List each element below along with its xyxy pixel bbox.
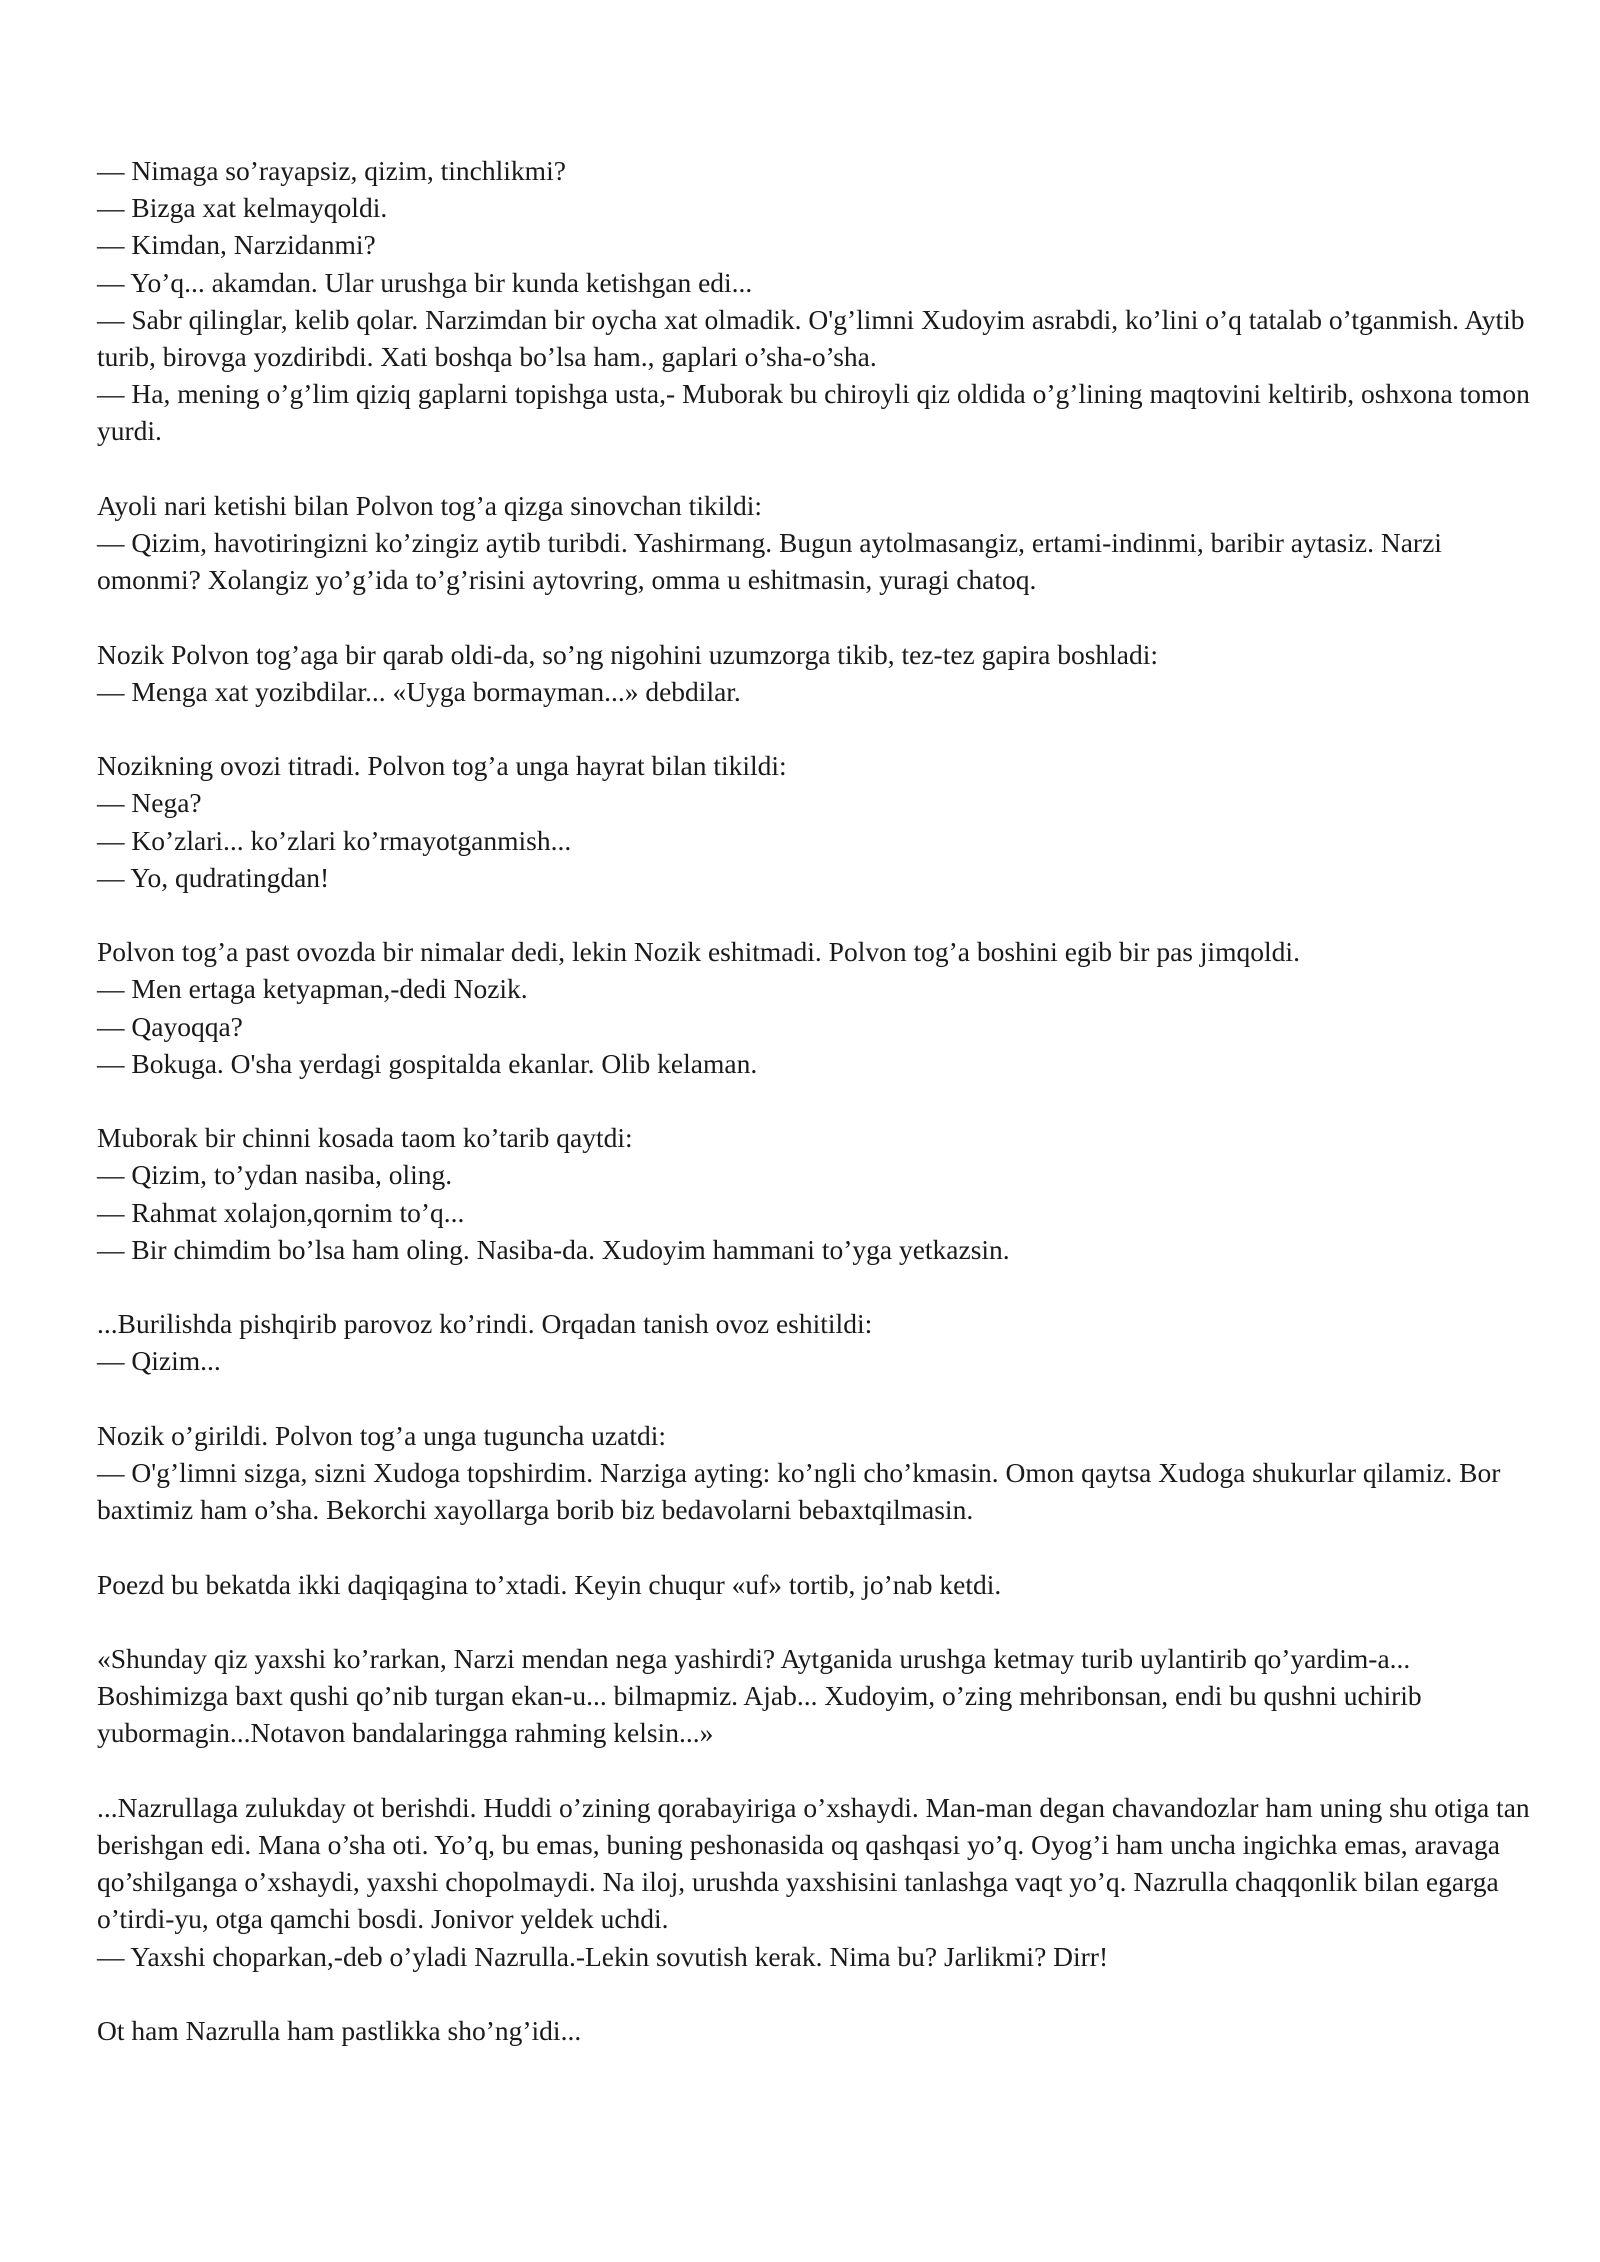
inner-monologue: «Shunday qiz yaxshi ko’rarkan, Narzi mendan nega yashirdi? Aytganida urushga ketmay turib uylantirib qo’yardim-a... Boshimizga baxt qushi qo’nib turgan ekan-u... bilmapmiz. Ajab... Xudoyim, o’zing mehribonsan, endi bu qushni uchirib yubormagin...Notavon bandalaringga rahming kelsin...»	[97, 1642, 1422, 1749]
dialogue-line: — Yaxshi choparkan,-deb o’yladi Nazrulla.-Lekin sovutish kerak. Nima bu? Jarlikmi? Dirr!	[97, 1940, 1109, 1972]
narration-line: Nozikning ovozi titradi. Polvon tog’a unga hayrat bilan tikildi:	[97, 750, 787, 782]
dialogue-line: — Yo’q... akamdan. Ular urushga bir kunda ketishgan edi...	[97, 266, 753, 298]
dialogue-line: — Qizim...	[97, 1345, 221, 1377]
paragraph-block	[97, 1417, 1537, 1529]
narration-line: Polvon tog’a past ovozda bir nimalar dedi, lekin Nozik eshitmadi. Polvon tog’a boshini egib bir pas jimqoldi.	[97, 936, 1300, 968]
dialogue-line: — Sabr qilinglar, kelib qolar. Narzimdan bir oycha xat olmadik. O'g’limni Xudoyim asrabdi, ko’lini o’q tatalab o’tganmish. Aytib turib, birovga yozdiribdi. Xati boshqa bo’lsa ham., gaplari o’sha-o’sha.	[97, 303, 1525, 373]
paragraph-block	[97, 1789, 1537, 1975]
dialogue-line: — Bir chimdim bo’lsa ham oling. Nasiba-da. Xudoyim hammani to’yga yetkazsin.	[97, 1233, 1010, 1265]
dialogue-line: — Ko’zlari... ko’zlari ko’rmayotganmish...	[97, 824, 572, 856]
dialogue-line: — Bizga xat kelmayqoldi.	[97, 192, 388, 224]
paragraph-block	[97, 152, 1537, 450]
dialogue-line: — Yo, qudratingdan!	[97, 861, 330, 893]
paragraph-block	[97, 1305, 1537, 1379]
dialogue-line: — Men ertaga ketyapman,-dedi Nozik.	[97, 973, 528, 1005]
dialogue-line: — O'g’limni sizga, sizni Xudoga topshirdim. Narziga ayting: ko’ngli cho’kmasin. Omon qaytsa Xudoga shukurlar qilamiz. Bor baxtimiz ham o’sha. Bekorchi xayollarga borib biz bedavolarni bebaxtqilmasin.	[97, 1457, 1501, 1526]
narration-line: ...Nazrullaga zulukday ot berishdi. Huddi o’zining qorabayiriga o’xshaydi. Man-man degan chavandozlar ham uning shu otiga tan berishgan edi. Mana o’sha oti. Yo’q, bu emas, buning peshonasida oq qashqasi yo’q. Oyog’i ham uncha ingichka emas, aravaga qo’shilganga o’xshaydi, yaxshi chopolmaydi. Na iloj, urushda yaxshisini tanlashga vaqt yo’q. Nazrulla chaqqonlik bilan egarga o’tirdi-yu, otga qamchi bosdi. Jonivor yeldek uchdi.	[97, 1791, 1530, 1935]
dialogue-line: — Bokuga. O'sha yerdagi gospitalda ekanlar. Olib kelaman.	[97, 1047, 758, 1079]
paragraph-block	[97, 1119, 1537, 1268]
paragraph-block	[97, 487, 1537, 599]
paragraph-block	[97, 933, 1537, 1082]
dialogue-line: — Qayoqqa?	[97, 1010, 243, 1042]
narration-line: Muborak bir chinni kosada taom ko’tarib qaytdi:	[97, 1122, 633, 1154]
narration-line: Ayoli nari ketishi bilan Polvon tog’a qizga sinovchan tikildi:	[97, 489, 763, 521]
narration-line: ...Burilishda pishqirib parovoz ko’rindi. Orqadan tanish ovoz eshitildi:	[97, 1308, 873, 1340]
dialogue-line: — Qizim, havotiringizni ko’zingiz aytib turibdi. Yashirmang. Bugun aytolmasangiz, ertami-indinmi, baribir aytasiz. Narzi omonmi? Xolangiz yo’g’ida to’g’risini aytovring, omma u eshitmasin, yuragi chatoq.	[97, 527, 1442, 596]
dialogue-line: — Rahmat xolajon,qornim to’q...	[97, 1196, 465, 1228]
paragraph-block	[97, 2012, 1537, 2049]
narration-line: Nozik o’girildi. Polvon tog’a unga tuguncha uzatdi:	[97, 1419, 666, 1451]
narration-line: Ot ham Nazrulla ham pastlikka sho’ng’idi...	[97, 2014, 582, 2046]
paragraph-block	[97, 1640, 1537, 1752]
dialogue-line: — Ha, mening o’g’lim qiziq gaplarni topishga usta,- Muborak bu chiroyli qiz oldida o’g’lining maqtovini keltirib, oshxona tomon yurdi.	[97, 378, 1530, 447]
narration-line: Poezd bu bekatda ikki daqiqagina to’xtadi. Keyin chuqur «uf» tortib, jo’nab ketdi.	[97, 1568, 1002, 1600]
dialogue-line: — Nega?	[97, 787, 202, 819]
dialogue-line: — Qizim, to’ydan nasiba, oling.	[97, 1159, 453, 1191]
paragraph-block	[97, 636, 1537, 710]
paragraph-block	[97, 1566, 1537, 1603]
dialogue-line: — Nimaga so’rayapsiz, qizim, tinchlikmi?	[97, 155, 566, 186]
paragraph-block	[97, 747, 1537, 896]
document-body	[97, 152, 1537, 2086]
dialogue-line: — Kimdan, Narzidanmi?	[97, 229, 376, 261]
dialogue-line: — Menga xat yozibdilar... «Uyga bormayman...» debdilar.	[97, 675, 741, 707]
narration-line: Nozik Polvon tog’aga bir qarab oldi-da, so’ng nigohini uzumzorga tikib, tez-tez gapira boshladi:	[97, 638, 1159, 670]
